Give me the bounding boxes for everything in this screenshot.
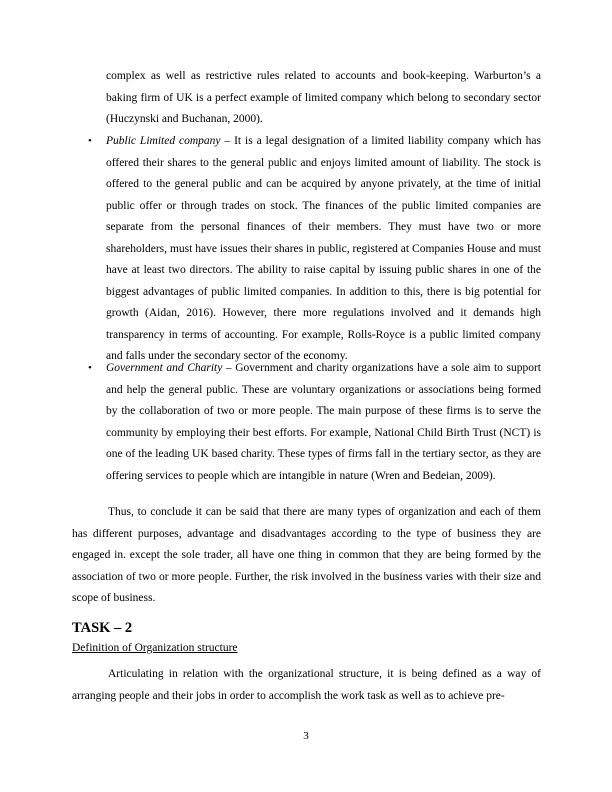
task-heading: TASK – 2 — [72, 620, 133, 636]
conclusion-paragraph: Thus, to conclude it can be said that there are many types of organization and each of them has different purposes, advantage and disadvantages according to the type of business they are engaged in. except the sole trader, all have one thing in common that they are being formed by the association of two or more people. Further, the risk involved in the business varies with their size and scope of business. — [72, 506, 541, 604]
bullet-icon: • — [88, 135, 92, 147]
bullet-icon: • — [88, 362, 92, 374]
task-paragraph: Articulating in relation with the organizational structure, it is being defined as a way of arranging people and their jobs in order to accomplish the work task as well as to achieve pre- — [72, 668, 541, 702]
page-number: 3 — [303, 730, 309, 742]
bullet-term: Government and Charity — [106, 362, 223, 374]
bullet-term: Public Limited company — [106, 135, 221, 147]
bullet-text: – Government and charity organizations have a sole aim to support and help the general public. These are voluntary organizations or associations being formed by the collaboration of two or more people. The main purpose of these firms is to serve the community by employing their best efforts. For example, National Child Birth Trust (NCT) is one of the leading UK based charity. These types of firms fall in the tertiary sector, as they are offering services to people which are intangible in nature (Wren and Bedeian, 2009). — [106, 362, 541, 482]
bullet-government-and-charity — [106, 358, 541, 487]
bullet-public-limited-company — [106, 131, 541, 368]
bullet-text: – It is a legal designation of a limited liability company which has offered their shares to the general public and enjoys limited amount of liability. The stock is offered to the general public and can be acquired by anyone privately, at the time of initial public offer or through trades on stock. The finances of the public limited companies are separate from the personal finances of their members. They must have two or more shareholders, must have issues their shares in public, registered at Companies House and must have at least two directors. The ability to raise capital by issuing public shares in one of the biggest advantages of public limited companies. In addition to this, there is big potential for growth (Aidan, 2016). However, there more regulations involved and it demands high transparency in terms of accounting. For example, Rolls-Royce is a public limited company and falls under the secondary sector of the economy. — [106, 135, 541, 362]
section-subheading: Definition of Organization structure — [72, 642, 238, 654]
continued-paragraph: complex as well as restrictive rules related to accounts and book-keeping. Warburton’s a baking firm of UK is a perfect example of limited company which belong to secondary sector (Huczynski and Buchanan, 2000). — [106, 70, 541, 125]
